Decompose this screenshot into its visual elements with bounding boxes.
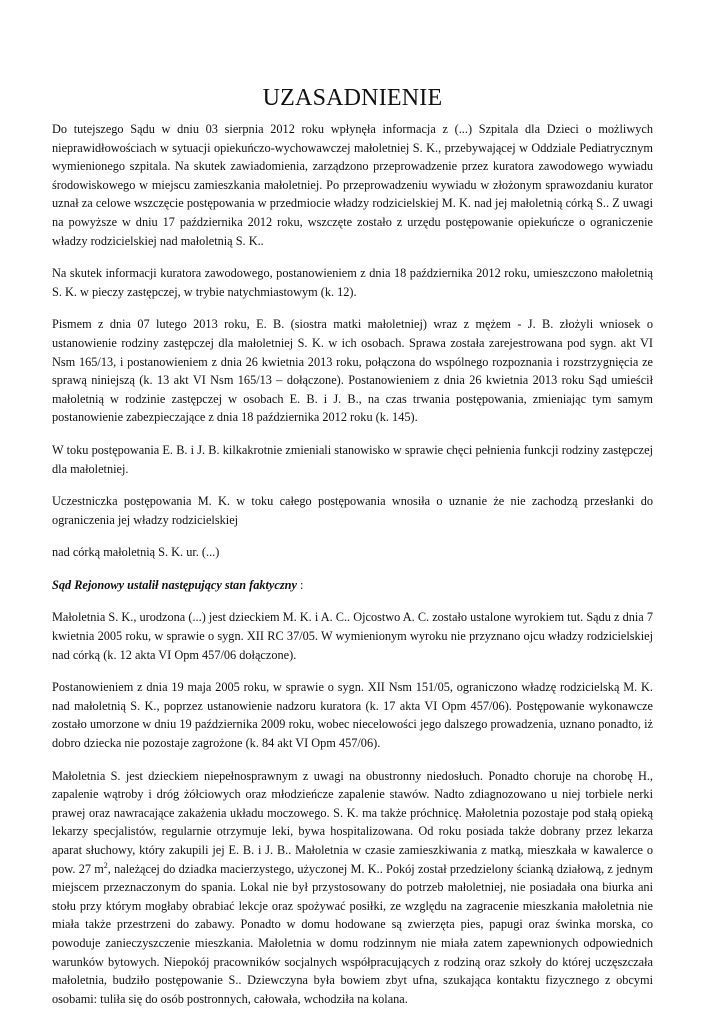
paragraph-9-part2: , należącej do dziadka macierzystego, użyczonej M. K.. Pokój został przedzielony ścianką działową, z jednym miejscem przeznaczonym do spania. Lokal nie był przystosowany do potrzeb małoletniej, nie posiadała ona biurka ani stołu przy którym mogłaby obrabiać lekcje oraz spożywać posiłki, ze względu na zagracenie mieszkania małoletnia nie miała także przestrzeni do zabawy. Ponadto w domu hodowane są zwierzęta pies, papugi oraz świnka morska, co powoduje zanieczyszczenie mieszkania. Małoletnia w domu rodzinnym nie miała zatem zapewnionych odpowiednich warunków bytowych. Niepokój pracowników socjalnych współpracujących z rodziną oraz szkoły do której uczęszczała małoletnia, budziło postępowanie S.. Dziewczyna była bowiem zbyt ufna, szukająca kontaktu fizycznego z obcymi osobami: tuliła się do osób postronnych, całowała, wchodziła na kolana. [52,861,653,1006]
section-heading [52,576,653,595]
area-superscript: 2 [103,860,108,870]
paragraph-4: W toku postępowania E. B. i J. B. kilkakrotnie zmieniali stanowisko w sprawie chęci pełnienia funkcji rodziny zastępczej dla małoletniej. [52,442,653,476]
paragraph-6: nad córką małoletnią S. K. ur. (...) [52,545,220,560]
paragraph-5: Uczestniczka postępowania M. K. w toku całego postępowania wnosiła o uznanie że nie zachodzą przesłanki do ograniczenia jej władzy rodzicielskiej [52,494,653,527]
paragraph-1: Do tutejszego Sądu w dniu 03 sierpnia 2012 roku wpłynęła informacja z (...) Szpitala dla Dzieci o możliwych nieprawidłowościach w sytuacji opiekuńczo-wychowawczej małoletniej S. K., przebywającej w Oddziale Pediatrycznym wymienionego szpitala. Na skutek zawiadomienia, zarządzono przeprowadzenie przez kuratora zawodowego wywiadu środowiskowego w miejscu zamieszkania małoletniej. Po przeprowadzeniu wywiadu w złożonym sprawozdaniu kurator uznał za celowe wszczęcie postępowania w przedmiocie władzy rodzicielskiej M. K. nad jej małoletnią córką S.. Z uwagi na powyższe w dniu 17 października 2012 roku, wszczęte zostało z urzędu postępowanie opiekuńcze o ograniczenie władzy rodzicielskiej nad małoletnią S. K.. [52,122,653,248]
page-title: UZASADNIENIE [262,85,443,111]
paragraph-8: Postanowieniem z dnia 19 maja 2005 roku, w sprawie o sygn. XII Nsm 151/05, ograniczono władzę rodzicielską M. K. nad małoletnią S. K., poprzez ustanowienie nadzoru kuratora (k. 17 akta VI Opm 457/06). Postępowanie wykonawcze zostało umorzone w dniu 19 października 2009 roku, wobec niecelowości jego dalszego prowadzenia, uznano ponadto, iż dobro dziecka nie pozostaje zagrożone (k. 84 akt VI Opm 457/06). [52,680,653,751]
paragraph-3: Pismem z dnia 07 lutego 2013 roku, E. B. (siostra matki małoletniej) wraz z mężem - J. B. złożyli wniosek o ustanowienie rodziny zastępczej dla małoletniej S. K. w ich osobach. Sprawa została zarejestrowana pod sygn. akt VI Nsm 165/13, i postanowieniem z dnia 26 kwietnia 2013 roku, połączona do wspólnego rozpoznania i rozstrzygnięcia ze sprawą niniejszą (k. 13 akt VI Nsm 165/13 – dołączone). Postanowieniem z dnia 26 kwietnia 2013 roku Sąd umieścił małoletnią w rodzinie zastępczej w osobach E. B. i J. B., na czas trwania postępowania, zmieniając tym samym postanowienie zabezpieczające z dnia 18 października 2012 roku (k. 145). [52,317,653,425]
section-heading-suffix: : [296,577,304,592]
section-heading-text: Sąd Rejonowy ustalił następujący stan faktyczny [52,577,297,592]
paragraph-2: Na skutek informacji kuratora zawodowego, postanowieniem z dnia 18 października 2012 roku, umieszczono małoletnią S. K. w pieczy zastępczej, w trybie natychmiastowym (k. 12). [52,266,653,299]
paragraph-7: Małoletnia S. K., urodzona (...) jest dzieckiem M. K. i A. C.. Ojcostwo A. C. zostało ustalone wyrokiem tut. Sądu z dnia 7 kwietnia 2005 roku, w sprawie o sygn. XII RC 37/05. W wymienionym wyroku nie przyznano ojcu władzy rodzicielskiej nad córką (k. 12 akta VI Opm 457/06 dołączone). [52,610,653,662]
paragraph-9 [52,767,653,1009]
paragraph-9-part1: Małoletnia S. jest dzieckiem niepełnosprawnym z uwagi na obustronny niedosłuch. Ponadto choruje na chorobę H., zapalenie wątroby i dróg żółciowych oraz młodzieńcze zapalenie stawów. Nadto zdiagnozowano u niej torbiele nerki prawej oraz nawracające zakażenia układu moczowego. S. K. ma także próchnicę. Małoletnia pozostaje pod stałą opieką lekarzy specjalistów, regularnie otrzymuje leki, bywa hospitalizowana. Od roku posiada także dobrany przez lekarza aparat słuchowy, który zakupili jej E. B. i J. B.. Małoletnia w czasie zamieszkiwania z matką, mieszkała w kawalerce o pow. 27 m [52,768,653,876]
